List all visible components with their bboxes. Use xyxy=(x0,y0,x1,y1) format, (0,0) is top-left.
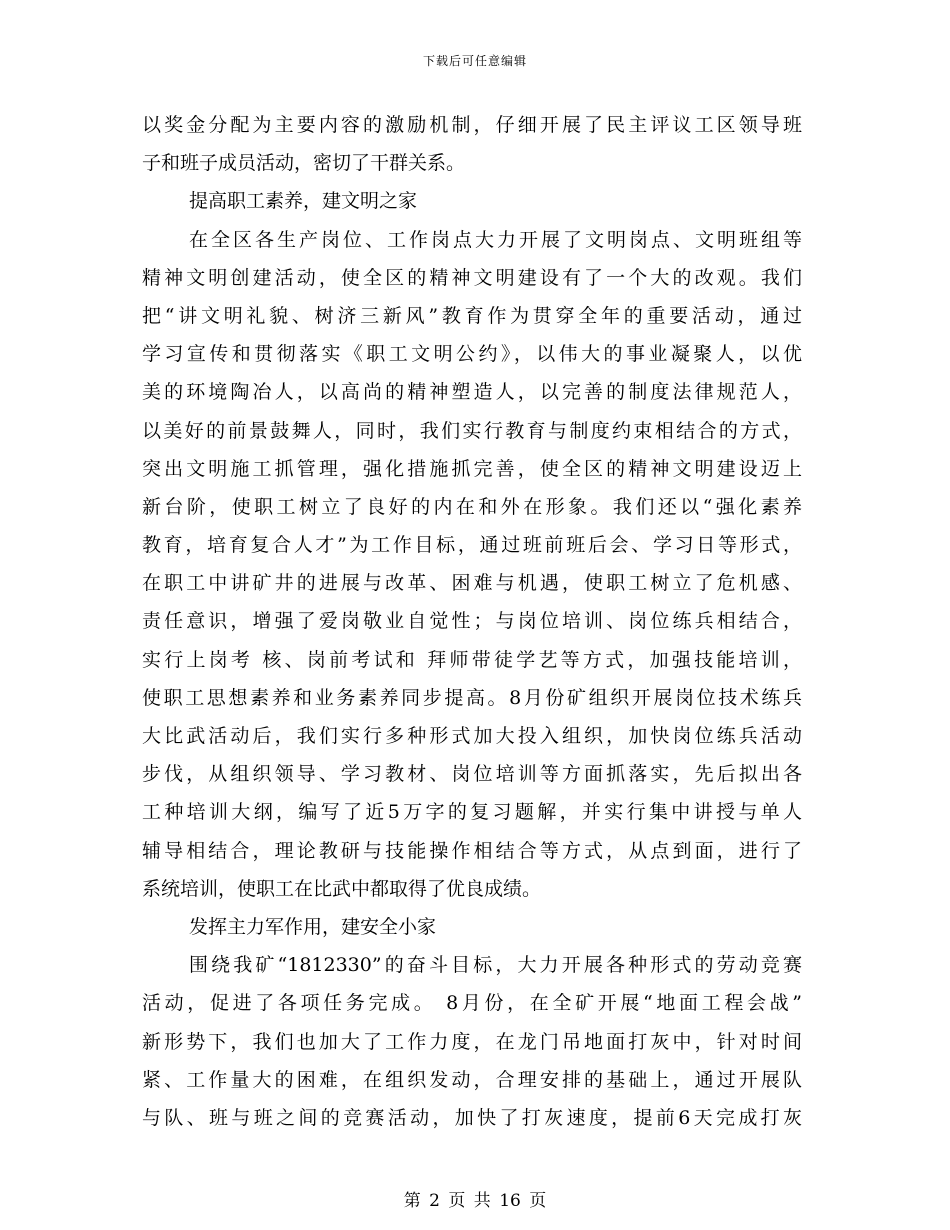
text-line: 与队、班与班之间的竞赛活动，加快了打灰速度，提前6天完成打灰 xyxy=(142,1106,802,1129)
page-header: 下载后可任意编辑 xyxy=(422,54,527,68)
text-line: 以美好的前景鼓舞人，同时，我们实行教育与制度约束相结合的方式， xyxy=(142,419,802,442)
text-line: 使职工思想素养和业务素养同步提高。8月份矿组织开展岗位技术练兵 xyxy=(142,686,802,709)
text-line: 实行上岗考 核、岗前考试和 拜师带徒学艺等方式，加强技能培训， xyxy=(142,648,802,671)
text-line: 发挥主力军作用，建安全小家 xyxy=(189,915,437,938)
text-line: 突出文明施工抓管理，强化措施抓完善，使全区的精神文明建设迈上 xyxy=(142,457,802,480)
text-line: 在职工中讲矿井的进展与改革、困难与机遇，使职工树立了危机感、 xyxy=(142,572,802,595)
text-line: 步伐，从组织领导、学习教材、岗位培训等方面抓落实，先后拟出各 xyxy=(142,763,802,786)
text-line: 教育，培育复合人才”为工作目标，通过班前班后会、学习日等形式， xyxy=(142,534,802,557)
document-body xyxy=(142,106,802,1137)
text-line: 大比武活动后，我们实行多种形式加大投入组织，加快岗位练兵活动 xyxy=(142,725,802,747)
page-footer: 第 2 页 共 16 页 xyxy=(403,1191,547,1211)
text-line: 以奖金分配为主要内容的激励机制，仔细开展了民主评议工区领导班 xyxy=(142,114,802,136)
text-line: 围绕我矿“1812330”的奋斗目标，大力开展各种形式的劳动竞赛 xyxy=(189,954,802,977)
text-line: 新形势下，我们也加大了工作力度，在龙门吊地面打灰中，针对时间 xyxy=(142,1030,802,1053)
text-line: 学习宣传和贯彻落实《职工文明公约》，以伟大的事业凝聚人，以优 xyxy=(142,343,802,366)
text-line: 责任意识，增强了爱岗敬业自觉性；与岗位培训、岗位练兵相结合， xyxy=(142,610,802,633)
text-line: 工种培训大纲，编写了近5万字的复习题解，并实行集中讲授与单人 xyxy=(142,801,802,824)
text-line: 提高职工素养，建文明之家 xyxy=(189,190,418,213)
text-line: 精神文明创建活动，使全区的精神文明建设有了一个大的改观。我们 xyxy=(142,266,802,289)
text-line: 紧、工作量大的困难，在组织发动，合理安排的基础上，通过开展队 xyxy=(142,1068,802,1091)
text-line: 新台阶，使职工树立了良好的内在和外在形象。我们还以“强化素养 xyxy=(142,495,802,518)
text-line: 把“讲文明礼貌、树济三新风”教育作为贯穿全年的重要活动，通过 xyxy=(142,304,802,327)
text-line: 子和班子成员活动，密切了干群关系。 xyxy=(142,152,466,175)
text-line: 在全区各生产岗位、工作岗点大力开展了文明岗点、文明班组等 xyxy=(189,228,802,251)
text-line: 美的环境陶冶人，以高尚的精神塑造人，以完善的制度法律规范人， xyxy=(142,381,802,404)
text-line: 辅导相结合，理论教研与技能操作相结合等方式，从点到面，进行了 xyxy=(142,839,802,862)
text-line: 系统培训，使职工在比武中都取得了优良成绩。 xyxy=(142,877,542,900)
text-line: 活动，促进了各项任务完成。 8月份，在全矿开展“地面工程会战” xyxy=(142,992,802,1015)
